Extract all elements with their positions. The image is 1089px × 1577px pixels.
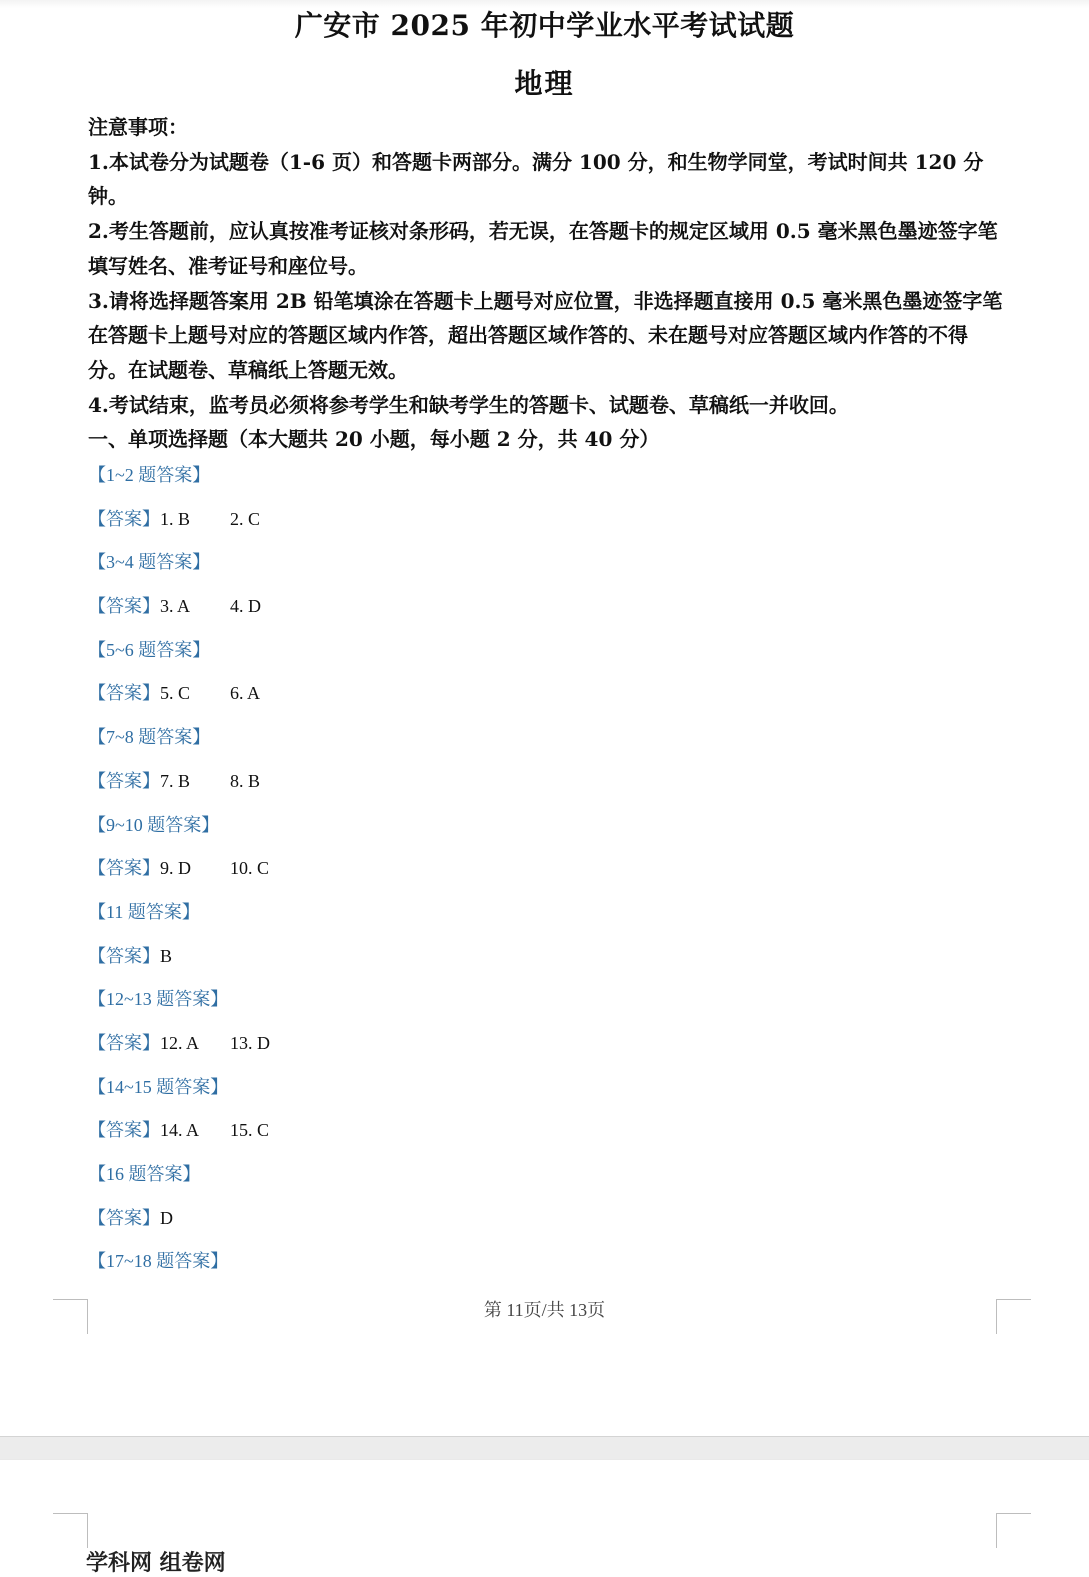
answer-tag: 【答案】 xyxy=(88,1032,160,1053)
answer-group-header: 【7~8 题答案】 xyxy=(88,727,211,748)
answer-value: 2. C xyxy=(230,508,261,529)
exam-notes xyxy=(88,110,1003,457)
page-corner-mark xyxy=(53,1513,88,1548)
answer-tag: 【答案】 xyxy=(88,1207,160,1228)
answer-value: 6. A xyxy=(230,683,261,704)
answer-list xyxy=(88,458,688,1288)
page-footer: 第 11页/共 13页 xyxy=(483,1300,606,1320)
answer-value: 10. C xyxy=(230,858,270,879)
answer-value: 12. A xyxy=(160,1032,200,1053)
notes-heading: 注意事项： xyxy=(88,115,188,139)
answer-group-header: 【3~4 题答案】 xyxy=(88,552,211,573)
answer-group-header: 【12~13 题答案】 xyxy=(88,989,229,1010)
answer-row xyxy=(88,1026,688,1070)
answer-value: 3. A xyxy=(160,596,191,617)
answer-row xyxy=(88,851,688,895)
next-page-logo: 学科网 组卷网 xyxy=(86,1551,226,1576)
answer-row xyxy=(88,589,688,633)
document-title: 广安市 2025 年初中学业水平考试试题 xyxy=(294,9,795,42)
answer-value: 5. C xyxy=(160,683,191,704)
answer-group-header: 【16 题答案】 xyxy=(88,1164,201,1184)
note-item: 2.考生答题前，应认真按准考证核对条形码，若无误，在答题卡的规定区域用 0.5 毫米黑色墨迹签字笔填写姓名、准考证号和座位号。 xyxy=(88,219,998,278)
section-heading: 一、单项选择题（本大题共 20 小题，每小题 2 分，共 40 分） xyxy=(88,427,660,452)
answer-tag: 【答案】 xyxy=(88,945,160,966)
answer-value: D xyxy=(160,1207,173,1228)
answer-tag: 【答案】 xyxy=(88,770,160,791)
subject-title: 地理 xyxy=(514,67,575,100)
answer-group-header: 【14~15 题答案】 xyxy=(88,1076,229,1097)
answer-tag: 【答案】 xyxy=(88,683,160,704)
answer-value: B xyxy=(160,945,173,966)
answer-row xyxy=(88,1113,688,1157)
note-item: 1.本试卷分为试题卷（1-6 页）和答题卡两部分。满分 100 分，和生物学同堂，考试时间共 120 分钟。 xyxy=(88,149,984,209)
answer-value: 13. D xyxy=(230,1032,270,1053)
answer-value: 7. B xyxy=(160,770,191,791)
answer-row xyxy=(88,939,688,983)
answer-tag: 【答案】 xyxy=(88,508,160,529)
note-item: 3.请将选择题答案用 2B 铅笔填涂在答题卡上题号对应位置，非选择题直接用 0.5 毫米黑色墨迹签字笔在答题卡上题号对应的答题区域内作答，超出答题区域作答的、未在题号对应答题区域内作答的不得分。在试题卷、草稿纸上答题无效。 xyxy=(88,288,1003,382)
answer-group-header: 【1~2 题答案】 xyxy=(88,465,211,485)
answer-tag: 【答案】 xyxy=(88,858,160,879)
answer-value: 15. C xyxy=(230,1120,270,1141)
note-item: 4.考试结束，监考员必须将参考学生和缺考学生的答题卡、试题卷、草稿纸一并收回。 xyxy=(88,392,849,417)
answer-tag: 【答案】 xyxy=(88,596,160,617)
page-gap xyxy=(0,1437,1089,1459)
page-corner-mark xyxy=(996,1513,1031,1548)
answer-group-header: 【17~18 题答案】 xyxy=(88,1251,229,1272)
answer-tag: 【答案】 xyxy=(88,1120,160,1141)
answer-group-header: 【9~10 题答案】 xyxy=(88,814,220,835)
answer-row xyxy=(88,676,688,720)
answer-row xyxy=(88,502,688,546)
answer-group-header: 【11 题答案】 xyxy=(88,901,200,922)
next-page xyxy=(0,1460,1089,1576)
answer-value: 14. A xyxy=(160,1120,200,1141)
answer-value: 1. B xyxy=(160,508,191,529)
answer-row xyxy=(88,764,688,808)
answer-value: 8. B xyxy=(230,770,261,791)
answer-value: 9. D xyxy=(160,858,191,879)
answer-group-header: 【5~6 题答案】 xyxy=(88,639,211,660)
answer-row xyxy=(88,1201,688,1245)
answer-value: 4. D xyxy=(230,596,261,617)
